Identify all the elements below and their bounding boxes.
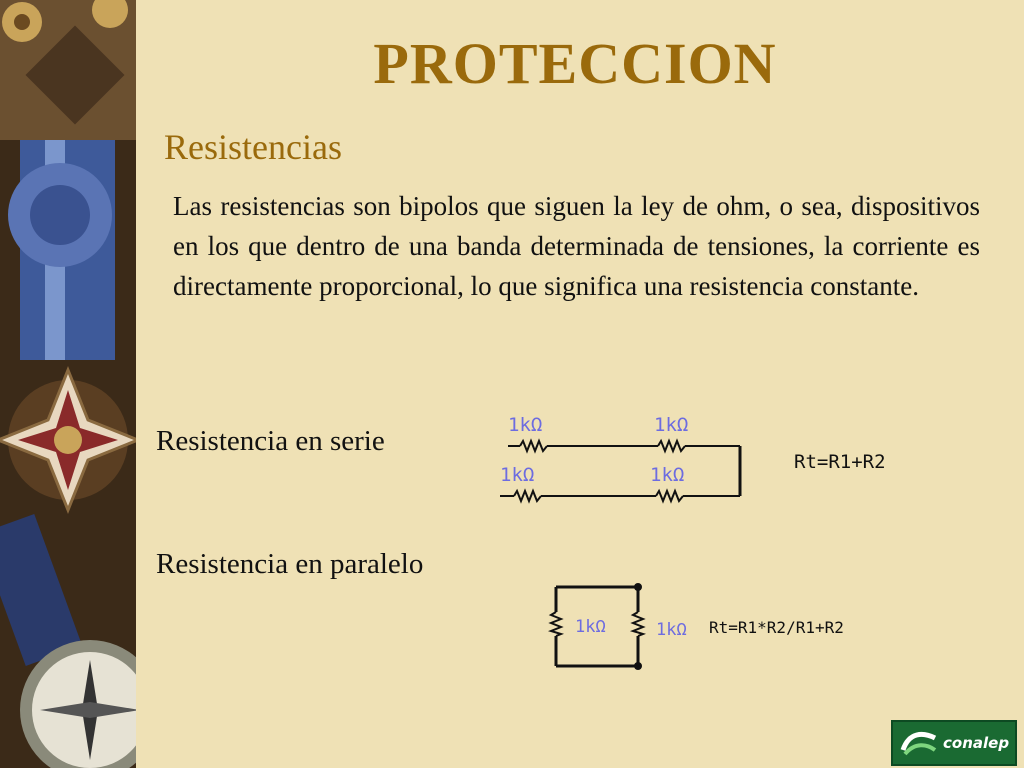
parallel-resistor-r1-label: 1kΩ [575, 617, 606, 637]
series-resistor-bottom-left-label: 1kΩ [500, 464, 535, 486]
resistor-symbol-r1 [551, 612, 561, 636]
junction-node-bottom [634, 662, 642, 670]
resistor-symbol-r2 [633, 612, 643, 636]
series-resistor-top-left-label: 1kΩ [508, 414, 543, 436]
series-resistor-top-right-label: 1kΩ [654, 414, 689, 436]
series-circuit-diagram [490, 405, 930, 515]
parallel-circuit-diagram [540, 578, 870, 678]
decorative-collage-image [0, 0, 136, 768]
resistor-symbol [514, 491, 541, 501]
conalep-logo-mark-icon [899, 728, 939, 758]
conalep-logo [891, 720, 1017, 766]
series-bottom-branch [500, 491, 740, 501]
resistor-symbol [658, 441, 685, 451]
series-formula: Rt=R1+R2 [794, 451, 886, 473]
conalep-logo-text: conalep [943, 734, 1010, 752]
resistor-symbol [520, 441, 547, 451]
body-paragraph: Las resistencias son bipolos que siguen la ley de ohm, o sea, dispositivos en los que dentro de una banda determinada de tensiones, la corriente es directamente proporcional, lo que significa una resistencia constante. [173, 191, 980, 301]
parallel-formula: Rt=R1*R2/R1+R2 [709, 618, 844, 637]
junction-node-top [634, 583, 642, 591]
parallel-resistor-r2-label: 1kΩ [656, 620, 687, 640]
slide-subtitle: Resistencias [164, 127, 342, 167]
series-top-branch [508, 441, 740, 496]
series-resistor-bottom-right-label: 1kΩ [650, 464, 685, 486]
slide-title: PROTECCION [373, 31, 777, 96]
resistor-symbol [656, 491, 683, 501]
parallel-resistance-label: Resistencia en paralelo [156, 548, 424, 580]
series-resistance-label: Resistencia en serie [156, 425, 385, 457]
